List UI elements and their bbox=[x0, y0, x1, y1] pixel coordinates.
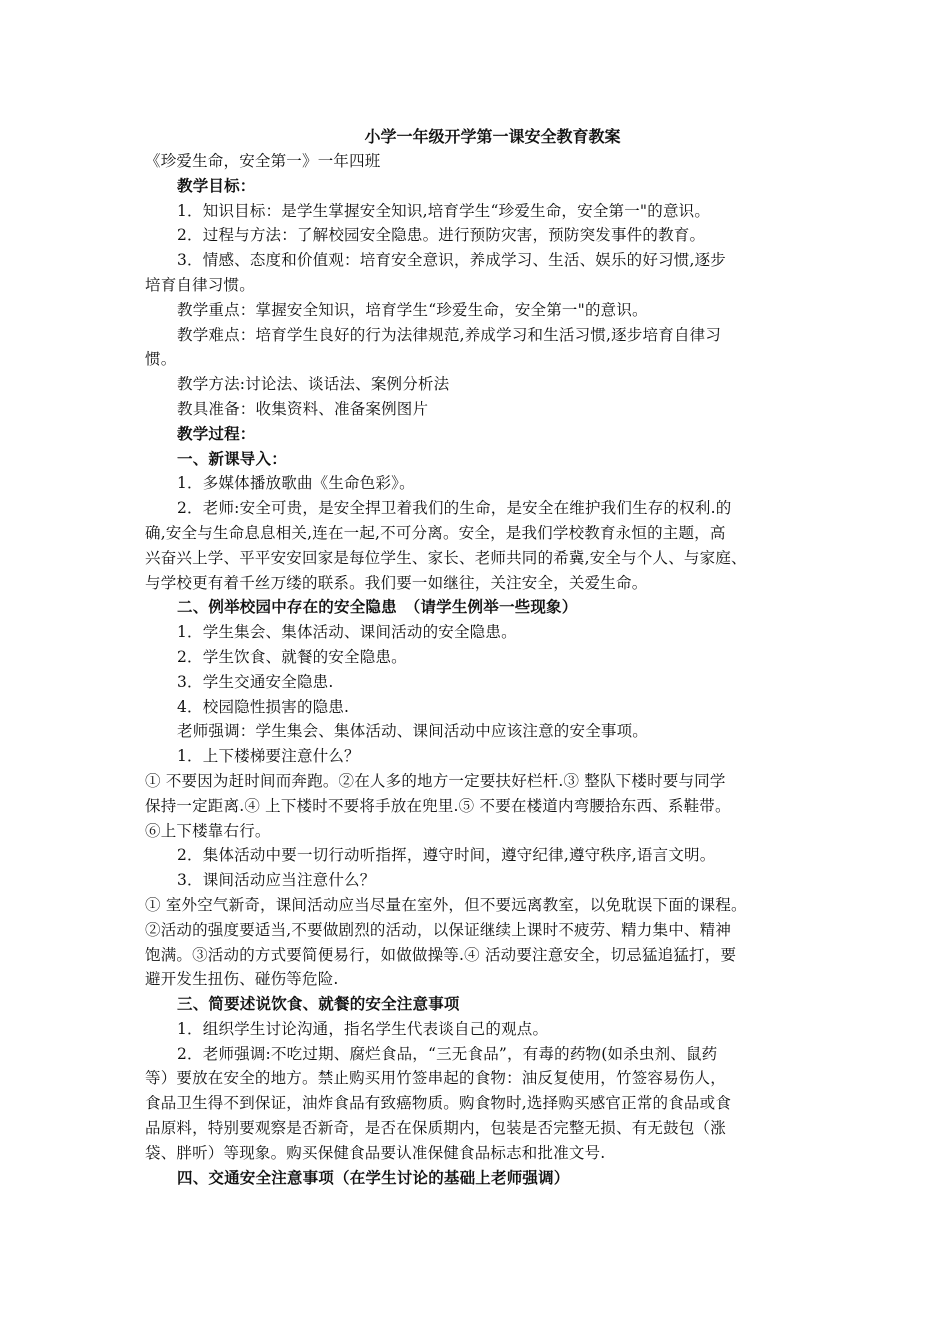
section-heading: 一、新课导入： bbox=[177, 448, 287, 468]
text-line: 饱满。③活动的方式要简便易行，如做做操等.④ 活动要注意安全，切忌猛追猛打，要 bbox=[145, 945, 737, 964]
text-line: 保持一定距离.④ 上下楼时不要将手放在兜里.⑤ 不要在楼道内弯腰拾东西、系鞋带。 bbox=[145, 796, 731, 815]
text-line: ① 室外空气新奇，课间活动应当尽量在室外，但不要远离教室，以免耽误下面的课程。 bbox=[145, 895, 747, 914]
text-line: ②活动的强度要适当,不要做剧烈的活动，以保证继续上课时不疲劳、精力集中、精神 bbox=[145, 920, 732, 939]
text-line: 老师强调：学生集会、集体活动、课间活动中应该注意的安全事项。 bbox=[177, 722, 649, 741]
text-line: 1．学生集会、集体活动、课间活动的安全隐患。 bbox=[177, 623, 517, 642]
text-line: 2．老师:安全可贵，是安全捍卫着我们的生命，是安全在维护我们生存的权利.的 bbox=[177, 499, 732, 518]
section-heading: 教学目标： bbox=[177, 175, 256, 195]
text-line: 1．知识目标：是学生掌握安全知识,培育学生“珍爱生命，安全第一"的意识。 bbox=[177, 201, 711, 220]
text-line: ① 不要因为赶时间而奔跑。②在人多的地方一定要扶好栏杆.③ 整队下楼时要与同学 bbox=[145, 771, 726, 790]
document-subtitle: 《珍爱生命，安全第一》一年四班 bbox=[145, 152, 381, 170]
text-line: 2．学生饮食、就餐的安全隐患。 bbox=[177, 647, 407, 666]
section-heading: 三、简要述说饮食、就餐的安全注意事项 bbox=[177, 994, 460, 1014]
text-line: 1．组织学生讨论沟通，指名学生代表谈自己的观点。 bbox=[177, 1019, 549, 1038]
text-line: 1．上下楼梯要注意什么？ bbox=[177, 747, 360, 766]
text-line: 等）要放在安全的地方。禁止购买用竹签串起的食物：油反复使用，竹签容易伤人， bbox=[145, 1069, 726, 1088]
text-line: 3．课间活动应当注意什么？ bbox=[177, 871, 376, 890]
text-line: 确,安全与生命息息相关,连在一起,不可分离。安全，是我们学校教育永恒的主题，高 bbox=[145, 523, 726, 542]
document-title: 小学一年级开学第一课安全教育教案 bbox=[364, 127, 621, 146]
text-line: 4．校园隐性损害的隐患. bbox=[177, 697, 350, 716]
section-heading: 教学过程： bbox=[177, 423, 256, 443]
text-line: 教学难点：培育学生良好的行为法律规范,养成学习和生活习惯,逐步培育自律习 bbox=[177, 325, 722, 344]
text-line: 3．学生交通安全隐患. bbox=[177, 672, 334, 691]
document-page bbox=[145, 125, 810, 1190]
text-line: 2．老师强调:不吃过期、腐烂食品，“三无食品”，有毒的药物(如杀虫剂、鼠药 bbox=[177, 1044, 718, 1063]
text-line: 惯。 bbox=[145, 350, 177, 369]
text-line: 品原料，特别要观察是否新奇，是否在保质期内，包装是否完整无损、有无鼓包（涨 bbox=[145, 1119, 726, 1138]
text-line: 避开发生扭伤、碰伤等危险. bbox=[145, 970, 339, 989]
text-line: 3．情感、态度和价值观：培育安全意识，养成学习、生活、娱乐的好习惯,逐步 bbox=[177, 251, 726, 270]
text-line: 2．过程与方法：了解校园安全隐患。进行预防灾害，预防突发事件的教育。 bbox=[177, 226, 706, 245]
section-heading: 四、交通安全注意事项（在学生讨论的基础上老师强调） bbox=[177, 1167, 570, 1187]
text-line: ⑥上下楼靠右行。 bbox=[145, 821, 271, 840]
text-line: 1．多媒体播放歌曲《生命色彩》。 bbox=[177, 474, 415, 493]
text-line: 2．集体活动中要一切行动听指挥，遵守时间，遵守纪律,遵守秩序,语言文明。 bbox=[177, 846, 716, 865]
text-line: 袋、胖听）等现象。购买保健食品要认准保健食品标志和批准文号. bbox=[145, 1143, 606, 1162]
text-line: 兴奋兴上学、平平安安回家是每位学生、家长、老师共同的希冀,安全与个人、与家庭、 bbox=[145, 548, 747, 567]
text-line: 教学重点：掌握安全知识，培育学生“珍爱生命，安全第一"的意识。 bbox=[177, 300, 648, 319]
section-heading: 二、例举校园中存在的安全隐患 （请学生例举一些现象） bbox=[177, 597, 578, 617]
text-line: 教具准备：收集资料、准备案例图片 bbox=[177, 399, 429, 418]
text-line: 培育自律习惯。 bbox=[145, 275, 255, 294]
text-line: 教学方法:讨论法、谈话法、案例分析法 bbox=[177, 375, 450, 394]
text-line: 与学校更有着千丝万缕的联系。我们要一如继往，关注安全，关爱生命。 bbox=[145, 573, 648, 592]
document-body bbox=[145, 174, 810, 1191]
text-line: 食品卫生得不到保证，油炸食品有致癌物质。购食物时,选择购买感官正常的食品或食 bbox=[145, 1094, 732, 1113]
